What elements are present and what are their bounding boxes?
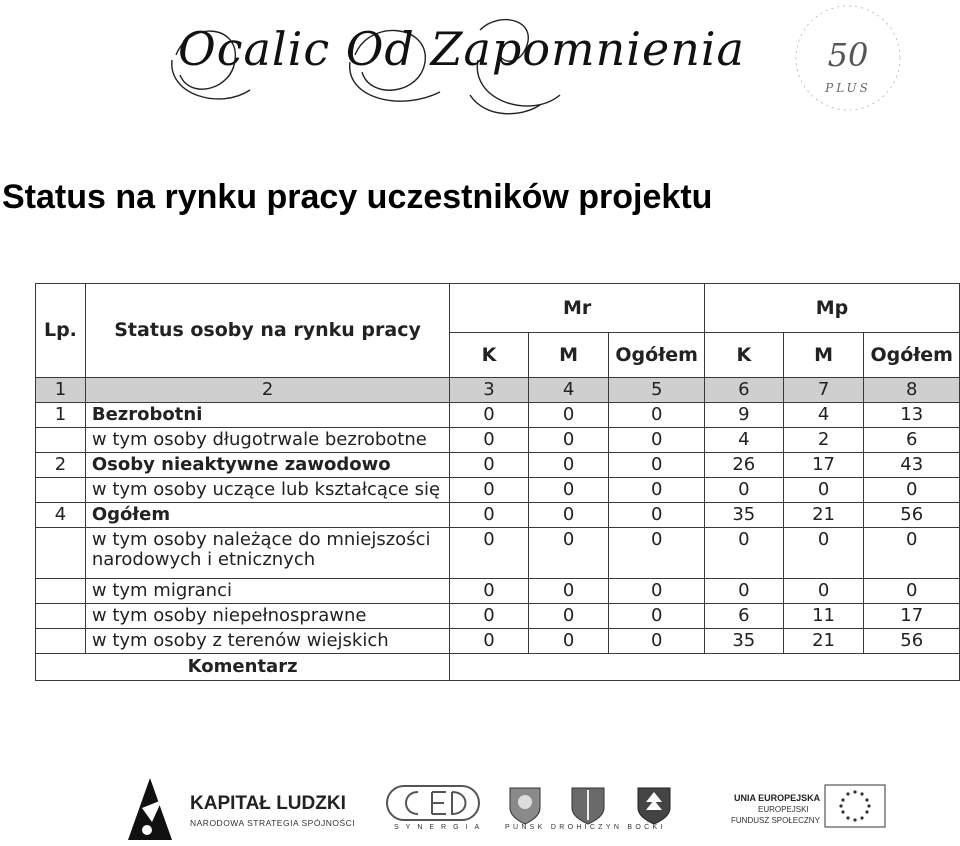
coat-of-arms-drohiczyn-icon — [572, 788, 604, 824]
row-label: w tym osoby uczące lub kształcące się — [85, 478, 449, 503]
banner-title-logo: Ocalic Od Zapomnienia — [178, 22, 745, 76]
table-row — [36, 403, 960, 428]
row-value: 0 — [528, 403, 609, 428]
eu-label-line1: UNIA EUROPEJSKA — [734, 793, 821, 803]
eu-label-line3: FUNDUSZ SPOŁECZNY — [731, 816, 820, 825]
table-row — [36, 528, 960, 579]
header-group-mr: Mr — [450, 284, 705, 333]
row-label: w tym osoby należące do mniejszości narodowych i etnicznych — [85, 528, 449, 579]
header-group-mp: Mp — [704, 284, 959, 333]
row-value: 0 — [783, 528, 864, 579]
row-lp: 1 — [36, 403, 86, 428]
row-value: 0 — [864, 579, 960, 604]
row-value: 0 — [450, 403, 529, 428]
header-mp-ogolem: Ogółem — [864, 333, 960, 378]
synergia-icon — [387, 786, 479, 820]
index-cell: 1 — [36, 378, 86, 403]
table-row — [36, 453, 960, 478]
comment-row — [36, 654, 960, 681]
row-value: 0 — [609, 528, 705, 579]
row-value: 17 — [783, 453, 864, 478]
row-label: w tym osoby niepełnosprawne — [85, 604, 449, 629]
row-value: 0 — [450, 503, 529, 528]
row-value: 0 — [609, 478, 705, 503]
punsk-label: PUNSK DROHICZYN BOĆKI — [505, 824, 666, 831]
coat-of-arms-bocki-icon — [638, 788, 670, 824]
row-value: 21 — [783, 503, 864, 528]
row-value: 0 — [528, 604, 609, 629]
row-value: 21 — [783, 629, 864, 654]
row-value: 0 — [450, 579, 529, 604]
row-value: 0 — [609, 579, 705, 604]
table-row — [36, 478, 960, 503]
header-mp-m: M — [783, 333, 864, 378]
row-lp — [36, 428, 86, 453]
footer-logo-graphics — [0, 770, 960, 846]
row-value: 35 — [704, 503, 783, 528]
kapital-ludzki-icon — [128, 778, 172, 840]
row-value: 6 — [864, 428, 960, 453]
header-mp-k: K — [704, 333, 783, 378]
header-status: Status osoby na rynku pracy — [85, 284, 449, 378]
table-row — [36, 629, 960, 654]
row-value: 0 — [609, 503, 705, 528]
page-title: Status na rynku pracy uczestników projektu — [2, 178, 713, 216]
row-lp — [36, 478, 86, 503]
table-row — [36, 503, 960, 528]
row-lp: 4 — [36, 503, 86, 528]
synergia-label: SYNERGIA — [394, 824, 487, 831]
row-value: 6 — [704, 604, 783, 629]
comment-label: Komentarz — [36, 654, 450, 681]
eu-label-line2: EUROPEJSKI — [758, 805, 809, 814]
row-value: 13 — [864, 403, 960, 428]
row-label: w tym osoby z terenów wiejskich — [85, 629, 449, 654]
row-value: 0 — [528, 478, 609, 503]
row-value: 35 — [704, 629, 783, 654]
table-row — [36, 604, 960, 629]
row-value: 0 — [450, 528, 529, 579]
kapital-ludzki-subtitle: NARODOWA STRATEGIA SPÓJNOŚCI — [190, 818, 356, 828]
index-cell: 8 — [864, 378, 960, 403]
row-value: 0 — [450, 478, 529, 503]
row-value: 0 — [609, 403, 705, 428]
row-value: 43 — [864, 453, 960, 478]
row-lp — [36, 528, 86, 579]
row-value: 0 — [528, 528, 609, 579]
row-lp — [36, 604, 86, 629]
row-label: Ogółem — [85, 503, 449, 528]
row-value: 0 — [450, 629, 529, 654]
row-value: 0 — [450, 453, 529, 478]
kapital-ludzki-title: KAPITAŁ LUDZKI — [190, 793, 346, 814]
row-lp — [36, 629, 86, 654]
index-cell: 5 — [609, 378, 705, 403]
row-lp: 2 — [36, 453, 86, 478]
row-label: Bezrobotni — [85, 403, 449, 428]
row-label: w tym migranci — [85, 579, 449, 604]
index-cell: 3 — [450, 378, 529, 403]
row-value: 0 — [609, 629, 705, 654]
coat-of-arms-punsk-icon — [510, 788, 540, 824]
row-value: 0 — [864, 528, 960, 579]
row-value: 0 — [704, 579, 783, 604]
row-value: 0 — [528, 428, 609, 453]
header-mr-m: M — [528, 333, 609, 378]
row-value: 0 — [450, 604, 529, 629]
row-value: 0 — [450, 428, 529, 453]
comment-value — [450, 654, 960, 681]
row-value: 0 — [864, 478, 960, 503]
index-cell: 2 — [85, 378, 449, 403]
header-mr-k: K — [450, 333, 529, 378]
row-label: w tym osoby długotrwale bezrobotne — [85, 428, 449, 453]
table-row — [36, 428, 960, 453]
row-label: Osoby nieaktywne zawodowo — [85, 453, 449, 478]
eu-flag-icon — [825, 785, 885, 827]
row-value: 0 — [528, 503, 609, 528]
row-value: 4 — [704, 428, 783, 453]
row-value: 0 — [528, 579, 609, 604]
index-cell: 7 — [783, 378, 864, 403]
row-value: 56 — [864, 629, 960, 654]
index-cell: 4 — [528, 378, 609, 403]
row-value: 0 — [609, 453, 705, 478]
footer-logos — [0, 770, 960, 846]
row-value: 17 — [864, 604, 960, 629]
row-value: 0 — [704, 528, 783, 579]
row-value: 4 — [783, 403, 864, 428]
header-lp: Lp. — [36, 284, 86, 378]
row-value: 0 — [609, 604, 705, 629]
header-banner — [0, 0, 960, 125]
row-value: 11 — [783, 604, 864, 629]
badge-50-plus-logo — [796, 6, 900, 110]
header-mr-ogolem: Ogółem — [609, 333, 705, 378]
index-cell: 6 — [704, 378, 783, 403]
status-table — [35, 283, 960, 681]
row-value: 0 — [783, 579, 864, 604]
row-value: 0 — [704, 478, 783, 503]
row-value: 0 — [783, 478, 864, 503]
row-value: 9 — [704, 403, 783, 428]
row-value: 2 — [783, 428, 864, 453]
table-row — [36, 579, 960, 604]
row-value: 26 — [704, 453, 783, 478]
column-index-row — [36, 378, 960, 403]
row-value: 0 — [528, 629, 609, 654]
row-value: 0 — [528, 453, 609, 478]
row-lp — [36, 579, 86, 604]
row-value: 56 — [864, 503, 960, 528]
row-value: 0 — [609, 428, 705, 453]
svg-text:50: 50 — [827, 36, 869, 74]
svg-text:PLUS: PLUS — [825, 81, 871, 95]
